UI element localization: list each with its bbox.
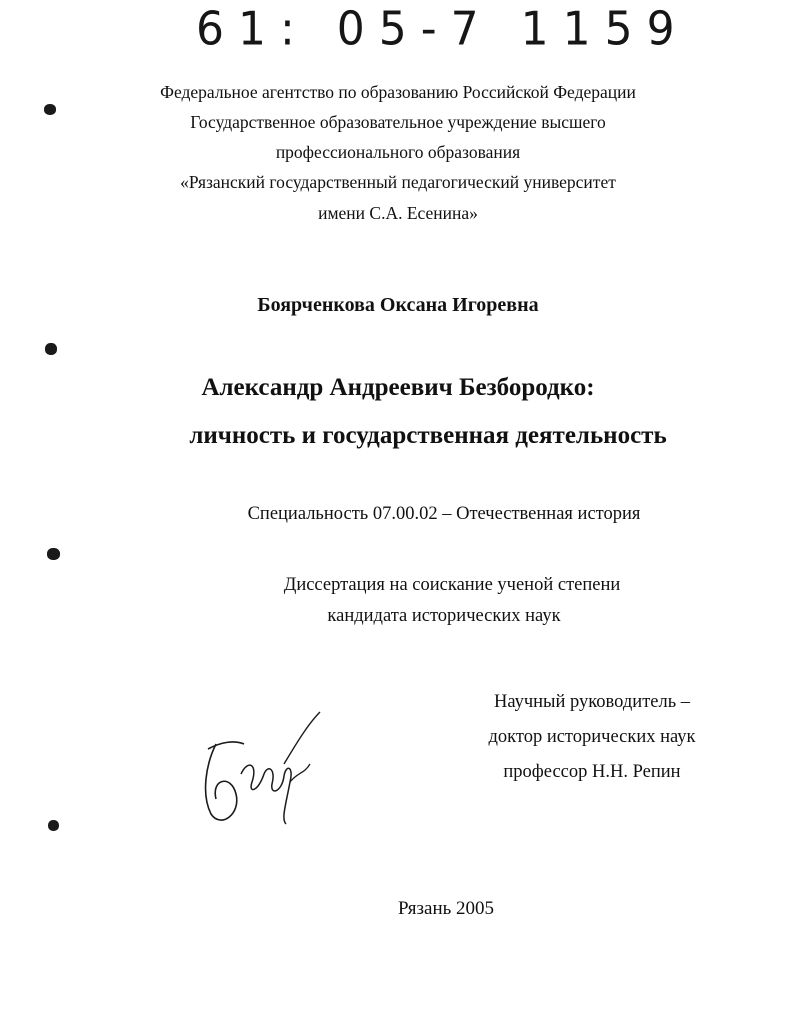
institution-line-2: Государственное образовательное учреждение высшего — [190, 112, 606, 132]
scan-mark — [45, 343, 57, 355]
supervisor-line-2: доктор исторических наук — [488, 727, 696, 747]
scan-mark — [48, 820, 59, 831]
archive-number-handwritten: 61: 05-7 1159 — [196, 2, 689, 57]
degree-line-1: Диссертация на соискание ученой степени — [283, 575, 621, 595]
institution-line-4: «Рязанский государственный педагогический университет — [180, 172, 616, 192]
supervisor-line-1: Научный руководитель – — [493, 692, 691, 712]
title-line-1: Александр Андреевич Безбородко: — [201, 374, 595, 401]
supervisor-line-3: профессор Н.Н. Репин — [503, 762, 681, 782]
degree-line-2: кандидата исторических наук — [327, 606, 561, 626]
specialty: Специальность 07.00.02 – Отечественная история — [247, 504, 641, 524]
scan-mark — [44, 104, 56, 115]
author-name: Боярченкова Оксана Игоревна — [257, 294, 539, 316]
signature — [186, 704, 326, 834]
city-year: Рязань 2005 — [397, 898, 495, 919]
institution-line-5: имени С.А. Есенина» — [318, 203, 478, 223]
title-line-2: личность и государственная деятельность — [189, 422, 667, 449]
institution-line-1: Федеральное агентство по образованию Российской Федерации — [160, 82, 636, 102]
scan-mark — [47, 548, 60, 560]
institution-line-3: профессионального образования — [275, 142, 521, 162]
